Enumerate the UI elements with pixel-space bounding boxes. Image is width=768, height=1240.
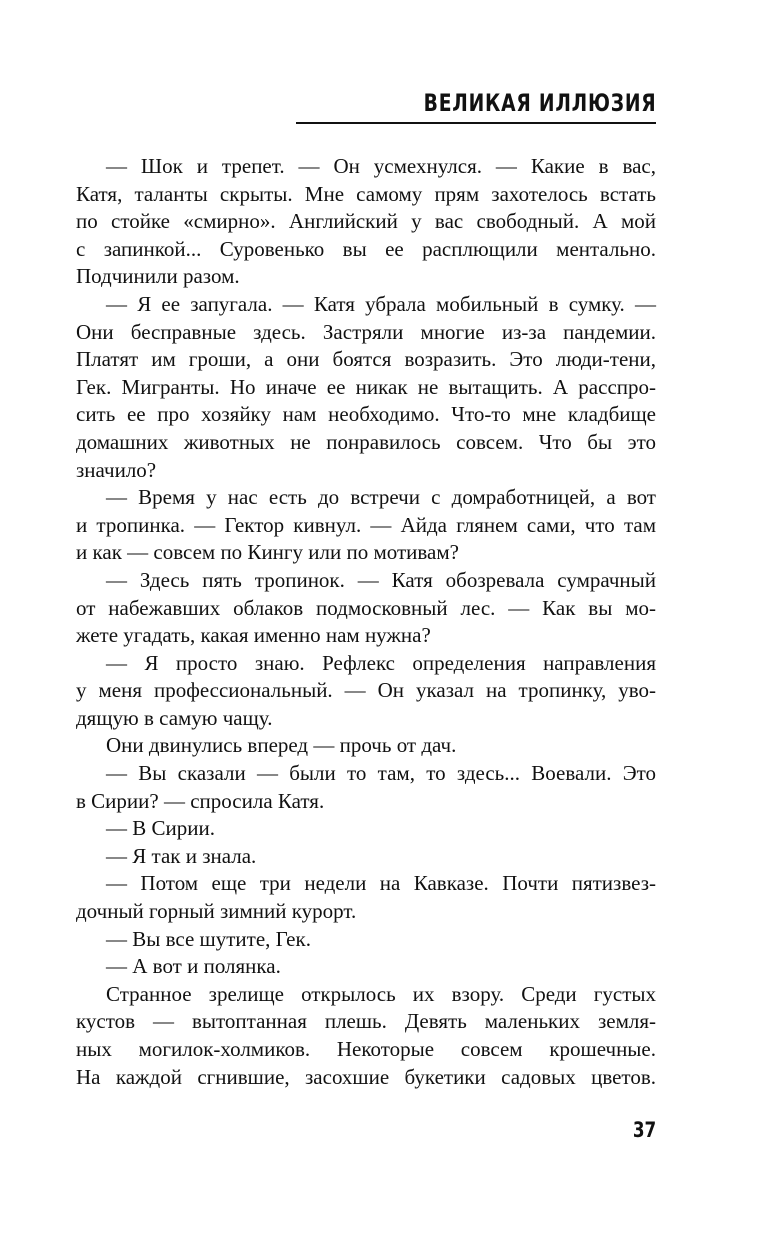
text-line: в Сирии? — спросила Катя. bbox=[76, 788, 325, 813]
text-line: — Шок и трепет. — Он усмехнулся. — Какие в вас, bbox=[106, 154, 656, 178]
running-title: ВЕЛИКАЯ ИЛЛЮЗИЯ bbox=[423, 89, 656, 117]
text-line: дящую в самую чащу. bbox=[76, 705, 273, 730]
text-line: и тропинка. — Гектор кивнул. — Айда глянем сами, что там bbox=[76, 512, 656, 537]
text-line: — Я так и знала. bbox=[106, 843, 257, 868]
text-line: с запинкой... Суровенько вы ее расплющили ментально. bbox=[76, 236, 656, 261]
text-line: Они двинулись вперед — прочь от дач. bbox=[106, 733, 457, 758]
text-line: — Я ее запугала. — Катя убрала мобильный в сумку. — bbox=[106, 291, 656, 316]
text-line: у меня профессиональный. — Он указал на тропинку, уво- bbox=[76, 678, 656, 703]
text-line: дочный горный зимний курорт. bbox=[76, 899, 357, 924]
text-line: — Потом еще три недели на Кавказе. Почти пятизвез- bbox=[106, 871, 656, 896]
text-line: — В Сирии. bbox=[106, 816, 215, 841]
text-line: Катя, таланты скрыты. Мне самому прям захотелось встать bbox=[76, 181, 656, 206]
text-line: — Здесь пять тропинок. — Катя обозревала сумрачный bbox=[106, 567, 656, 592]
header-rule bbox=[296, 122, 656, 124]
text-line: Странное зрелище открылось их взору. Среди густых bbox=[106, 981, 656, 1006]
page-number: 37 bbox=[632, 1118, 656, 1142]
text-line: и как — совсем по Кингу или по мотивам? bbox=[76, 540, 459, 565]
text-line: жете угадать, какая именно нам нужна? bbox=[76, 623, 431, 648]
text-line: ных могилок-холмиков. Некоторые совсем крошечные. bbox=[76, 1037, 656, 1061]
text-line: — Вы сказали — были то там, то здесь... Воевали. Это bbox=[106, 761, 656, 786]
text-line: Они бесправные здесь. Застряли многие из-за пандемии. bbox=[76, 319, 656, 344]
text-line: значило? bbox=[76, 457, 157, 482]
text-line: по стойке «смирно». Английский у вас свободный. А мой bbox=[76, 209, 656, 234]
text-line: Подчинили разом. bbox=[76, 264, 240, 289]
text-line: Гек. Мигранты. Но иначе ее никак не вытащить. А расспро- bbox=[76, 374, 656, 399]
text-line: — Я просто знаю. Рефлекс определения направления bbox=[106, 650, 656, 675]
body-text bbox=[76, 153, 656, 1091]
text-line: кустов — вытоптанная плешь. Девять маленьких земля- bbox=[76, 1009, 656, 1034]
text-line: от набежавших облаков подмосковный лес. — Как вы мо- bbox=[76, 595, 656, 620]
text-line: — Время у нас есть до встречи с домработницей, а вот bbox=[106, 485, 656, 510]
text-line: домашних животных не понравилось совсем. Что бы это bbox=[76, 429, 656, 454]
text-line: сить ее про хозяйку нам необходимо. Что-то мне кладбище bbox=[76, 402, 656, 427]
text-line: — Вы все шутите, Гек. bbox=[106, 926, 311, 951]
text-line: — А вот и полянка. bbox=[106, 954, 281, 979]
text-line: На каждой сгнившие, засохшие букетики садовых цветов. bbox=[76, 1064, 656, 1089]
text-line: Платят им гроши, а они боятся возразить. Это люди-тени, bbox=[76, 347, 656, 372]
